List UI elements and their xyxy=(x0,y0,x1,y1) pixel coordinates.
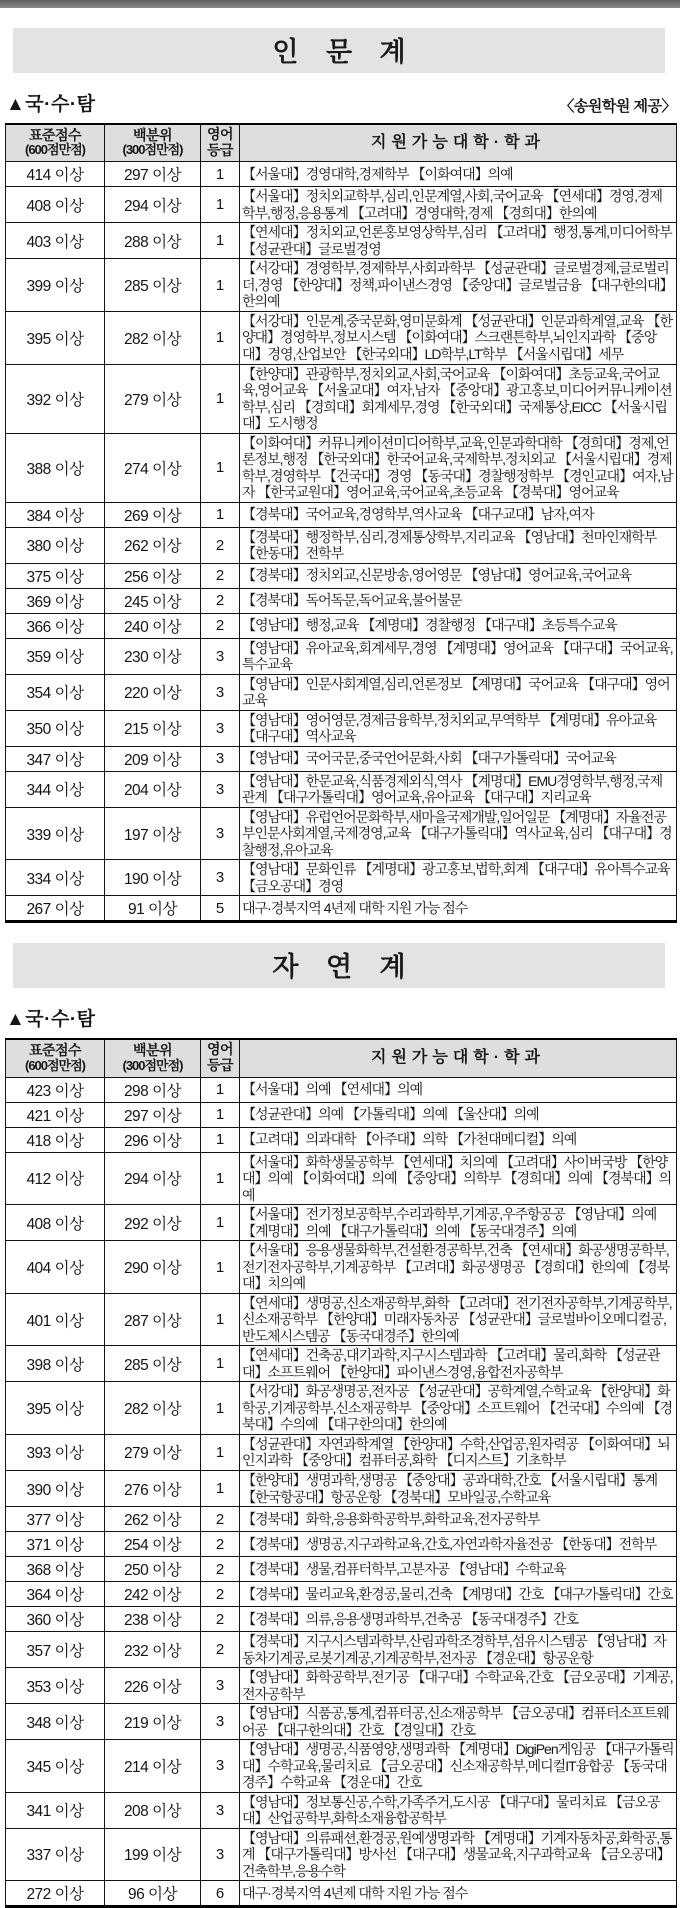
score-cell: 272 이상 xyxy=(6,1881,105,1907)
percentile-cell: 297 이상 xyxy=(105,1102,201,1127)
table-row xyxy=(6,860,677,896)
subhead-row xyxy=(6,89,676,116)
percentile-cell: 250 이상 xyxy=(105,1557,201,1582)
grade-cell: 3 xyxy=(201,674,240,710)
table-row xyxy=(6,1668,677,1704)
table-row xyxy=(6,638,677,674)
percentile-header: 백분위 (300점만점) xyxy=(105,124,201,162)
grade-cell: 1 xyxy=(201,1434,240,1470)
table-row xyxy=(6,259,677,312)
eligible-universities-header: 지원가능대학·학과 xyxy=(240,124,677,162)
grade-cell: 2 xyxy=(201,1632,240,1668)
score-cell: 339 이상 xyxy=(6,807,105,860)
grade-cell: 3 xyxy=(201,1792,240,1828)
score-cell: 345 이상 xyxy=(6,1740,105,1793)
universities-cell: 【경북대】생명공,지구과학교육,간호,자연과학자율전공 【한동대】전학부 xyxy=(240,1532,677,1557)
score-cell: 337 이상 xyxy=(6,1828,105,1881)
score-cell: 364 이상 xyxy=(6,1582,105,1607)
table-header-row xyxy=(6,1039,677,1077)
universities-cell: 【영남대】한문교육,식품경제외식,역사 【계명대】EMU경영학부,행정,국제관계 【대구가톨릭대】영어교육,유아교육 【대구대】지리교육 xyxy=(240,771,677,807)
admission-score-table-natural xyxy=(5,1038,677,1908)
grade-cell: 2 xyxy=(201,563,240,588)
table-row xyxy=(6,1507,677,1532)
universities-cell: 대구·경북지역 4년제 대학 지원 가능 점수 xyxy=(240,896,677,922)
table-row xyxy=(6,502,677,527)
table-row xyxy=(6,1881,677,1907)
score-cell: 369 이상 xyxy=(6,588,105,613)
universities-cell: 【경북대】생물,컴퓨터학부,고분자공 【영남대】수학교육 xyxy=(240,1557,677,1582)
universities-cell: 【성균관대】자연과학계열 【한양대】수학,산업공,원자력공 【이화여대】뇌인지과학 【중앙대】컴퓨터공,화학 【디지스트】기초학부 xyxy=(240,1434,677,1470)
table-header-row xyxy=(6,124,677,162)
grade-cell: 1 xyxy=(201,162,240,187)
table-row xyxy=(6,613,677,638)
percentile-cell: 197 이상 xyxy=(105,807,201,860)
percentile-cell: 298 이상 xyxy=(105,1077,201,1102)
standard-score-header: 표준점수 (600점만점) xyxy=(6,1039,105,1077)
percentile-cell: 287 이상 xyxy=(105,1293,201,1346)
subhead-row xyxy=(6,1004,676,1031)
score-cell: 350 이상 xyxy=(6,710,105,746)
score-cell: 398 이상 xyxy=(6,1346,105,1382)
grade-cell: 1 xyxy=(201,1205,240,1241)
subject-combination-label: ▲국·수·탐 xyxy=(6,1009,96,1031)
percentile-cell: 282 이상 xyxy=(105,311,201,364)
universities-cell: 【영남대】식품공,통계,컴퓨터공,신소재공학부 【금오공대】컴퓨터소프트웨어공 【대구한의대】간호 【경일대】간호 xyxy=(240,1704,677,1740)
table-row xyxy=(6,1127,677,1152)
universities-cell: 대구·경북지역 4년제 대학 지원 가능 점수 xyxy=(240,1881,677,1907)
table-row xyxy=(6,1582,677,1607)
score-cell: 384 이상 xyxy=(6,502,105,527)
percentile-cell: 240 이상 xyxy=(105,613,201,638)
grade-cell: 1 xyxy=(201,1102,240,1127)
grade-cell: 1 xyxy=(201,1127,240,1152)
percentile-cell: 254 이상 xyxy=(105,1532,201,1557)
universities-cell: 【서울대】정치외교학부,심리,인문계열,사회,국어교육 【연세대】경영,경제학부,행정,응용통계 【고려대】경영대학,경제 【경희대】한의예 xyxy=(240,187,677,223)
universities-cell: 【영남대】영어영문,경제금융학부,정치외교,무역학부 【계명대】유아교육 【대구대】역사교육 xyxy=(240,710,677,746)
percentile-cell: 190 이상 xyxy=(105,860,201,896)
score-cell: 418 이상 xyxy=(6,1127,105,1152)
table-row xyxy=(6,674,677,710)
universities-cell: 【서강대】경영학부,경제학부,사회과학부 【성균관대】글로벌경제,글로벌리더,경영 【한양대】정책,파이낸스경영 【중앙대】글로벌금융 【대구한의대】한의예 xyxy=(240,259,677,312)
grade-cell: 3 xyxy=(201,771,240,807)
universities-cell: 【경북대】화학,응용화학공학부,화학교육,전자공학부 xyxy=(240,1507,677,1532)
score-cell: 377 이상 xyxy=(6,1507,105,1532)
english-grade-header: 영어 등급 xyxy=(201,1039,240,1077)
table-body xyxy=(6,1077,677,1907)
table-row xyxy=(6,710,677,746)
universities-cell: 【영남대】국어국문,중국언어문화,사회 【대구가톨릭대】국어교육 xyxy=(240,746,677,771)
score-cell: 399 이상 xyxy=(6,259,105,312)
universities-cell: 【경북대】정치외교,신문방송,영어영문 【영남대】영어교육,국어교육 xyxy=(240,563,677,588)
score-cell: 414 이상 xyxy=(6,162,105,187)
score-cell: 395 이상 xyxy=(6,1382,105,1435)
universities-cell: 【영남대】행정,교육 【계명대】경찰행정 【대구대】초등특수교육 xyxy=(240,613,677,638)
universities-cell: 【경북대】의류,응용생명과학부,건축공 【동국대경주】간호 xyxy=(240,1607,677,1632)
table-row xyxy=(6,1077,677,1102)
percentile-cell: 208 이상 xyxy=(105,1792,201,1828)
table-row xyxy=(6,1557,677,1582)
grade-cell: 1 xyxy=(201,187,240,223)
table-row xyxy=(6,1434,677,1470)
score-cell: 403 이상 xyxy=(6,223,105,259)
universities-cell: 【영남대】문화인류 【계명대】광고홍보,법학,회계 【대구대】유아특수교육 【금오공대】경영 xyxy=(240,860,677,896)
universities-cell: 【연세대】건축공,대기과학,지구시스템과학 【고려대】물리,화학 【성균관대】소프트웨어 【한양대】파이낸스경영,융합전자공학부 xyxy=(240,1346,677,1382)
score-cell: 401 이상 xyxy=(6,1293,105,1346)
percentile-cell: 290 이상 xyxy=(105,1241,201,1294)
score-cell: 360 이상 xyxy=(6,1607,105,1632)
table-row xyxy=(6,771,677,807)
grade-cell: 1 xyxy=(201,1346,240,1382)
score-cell: 334 이상 xyxy=(6,860,105,896)
table-row xyxy=(6,1532,677,1557)
universities-cell: 【경북대】물리교육,환경공,물리,건축 【계명대】간호 【대구가톨릭대】간호 xyxy=(240,1582,677,1607)
grade-cell: 1 xyxy=(201,1152,240,1205)
universities-cell: 【영남대】정보통신공,수학,가족주거,도시공 【대구대】물리치료 【금오공대】산업공학부,화학소재융합공학부 xyxy=(240,1792,677,1828)
table-row xyxy=(6,1740,677,1793)
table-row xyxy=(6,1152,677,1205)
score-cell: 393 이상 xyxy=(6,1434,105,1470)
grade-cell: 6 xyxy=(201,1881,240,1907)
universities-cell: 【영남대】생명공,식품영양,생명과학 【계명대】DigiPen게임공 【대구가톨릭대】수학교육,물리치료 【금오공대】신소재공학부,메디컬IT융합공 【동국대경주】수학교육 【경운대】간호 xyxy=(240,1740,677,1793)
universities-cell: 【서울대】경영대학,경제학부 【이화여대】의예 xyxy=(240,162,677,187)
percentile-header: 백분위 (300점만점) xyxy=(105,1039,201,1077)
score-cell: 347 이상 xyxy=(6,746,105,771)
score-cell: 371 이상 xyxy=(6,1532,105,1557)
score-cell: 368 이상 xyxy=(6,1557,105,1582)
percentile-cell: 262 이상 xyxy=(105,527,201,563)
score-cell: 366 이상 xyxy=(6,613,105,638)
percentile-cell: 242 이상 xyxy=(105,1582,201,1607)
table-row xyxy=(6,807,677,860)
table-row xyxy=(6,311,677,364)
source-credit: 〈송원학원 제공〉 xyxy=(559,98,676,115)
table-row xyxy=(6,896,677,922)
percentile-cell: 232 이상 xyxy=(105,1632,201,1668)
universities-cell: 【서울대】의예 【연세대】의예 xyxy=(240,1077,677,1102)
table-row xyxy=(6,1607,677,1632)
table-row xyxy=(6,1205,677,1241)
universities-cell: 【경북대】지구시스템과학부,산림과학조경학부,섬유시스템공 【영남대】자동차기계공,로봇기계공,기계공학부,전자공 【경운대】항공운항 xyxy=(240,1632,677,1668)
grade-cell: 2 xyxy=(201,1557,240,1582)
universities-cell: 【영남대】화학공학부,전기공 【대구대】수학교육,간호 【금오공대】기계공,전자공학부 xyxy=(240,1668,677,1704)
universities-cell: 【영남대】의류패션,환경공,원예생명과학 【계명대】기계자동차공,화학공,통계 【대구가톨릭대】방사선 【대구대】생물교육,지구과학교육 【금오공대】건축학부,응용수학 xyxy=(240,1828,677,1881)
score-cell: 395 이상 xyxy=(6,311,105,364)
percentile-cell: 91 이상 xyxy=(105,896,201,922)
grade-cell: 5 xyxy=(201,896,240,922)
percentile-cell: 262 이상 xyxy=(105,1507,201,1532)
score-cell: 375 이상 xyxy=(6,563,105,588)
percentile-cell: 288 이상 xyxy=(105,223,201,259)
universities-cell: 【경북대】국어교육,경영학부,역사교육 【대구교대】남자,여자 xyxy=(240,502,677,527)
percentile-cell: 269 이상 xyxy=(105,502,201,527)
grade-cell: 2 xyxy=(201,1507,240,1532)
percentile-cell: 209 이상 xyxy=(105,746,201,771)
score-cell: 421 이상 xyxy=(6,1102,105,1127)
percentile-cell: 96 이상 xyxy=(105,1881,201,1907)
universities-cell: 【영남대】유아교육,회계세무,경영 【계명대】영어교육 【대구대】국어교육,특수교육 xyxy=(240,638,677,674)
score-cell: 390 이상 xyxy=(6,1470,105,1506)
grade-cell: 3 xyxy=(201,638,240,674)
universities-cell: 【서울대】응용생물화학부,건설환경공학부,건축 【연세대】화공생명공학부,전기전자공학부,기계공학부 【고려대】화공생명공 【경희대】한의예 【경북대】치의예 xyxy=(240,1241,677,1294)
universities-cell: 【서울대】화학생물공학부 【연세대】치의예 【고려대】사이버국방 【한양대】의예 【이화여대】의예 【중앙대】의학부 【경희대】의예 【경북대】의예 xyxy=(240,1152,677,1205)
grade-cell: 2 xyxy=(201,1582,240,1607)
universities-cell: 【이화여대】커뮤니케이션미디어학부,교육,인문과학대학 【경희대】경제,언론정보,행정 【한국외대】한국어교육,국제학부,정치외교 【서울시립대】경제학부,경영학부 【건국대】경영 【동국대】경찰행정학부 【경인교대】여자,남자 【한국교원대】영어교육,국어교육,초등교육 【경북대】영어교육 xyxy=(240,433,677,502)
percentile-cell: 285 이상 xyxy=(105,1346,201,1382)
top-divider-strip xyxy=(0,0,680,8)
score-cell: 359 이상 xyxy=(6,638,105,674)
grade-cell: 3 xyxy=(201,1828,240,1881)
percentile-cell: 296 이상 xyxy=(105,1127,201,1152)
grade-cell: 2 xyxy=(201,613,240,638)
score-cell: 412 이상 xyxy=(6,1152,105,1205)
score-cell: 408 이상 xyxy=(6,1205,105,1241)
section-title-natural: 자 연 계 xyxy=(13,943,665,988)
universities-cell: 【한양대】관광학부,정치외교,사회,국어교육 【이화여대】초등교육,국어교육,영어교육 【서울교대】여자,남자 【중앙대】광고홍보,미디어커뮤니케이션학부,심리 【경희대】회계세무,경영 【한국외대】국제통상,EICC 【서울시립대】도시행정 xyxy=(240,364,677,433)
percentile-cell: 214 이상 xyxy=(105,1740,201,1793)
grade-cell: 3 xyxy=(201,1704,240,1740)
grade-cell: 1 xyxy=(201,1470,240,1506)
score-cell: 388 이상 xyxy=(6,433,105,502)
grade-cell: 1 xyxy=(201,364,240,433)
grade-cell: 2 xyxy=(201,527,240,563)
grade-cell: 2 xyxy=(201,1607,240,1632)
percentile-cell: 274 이상 xyxy=(105,433,201,502)
admission-score-table-humanities xyxy=(5,123,677,923)
percentile-cell: 220 이상 xyxy=(105,674,201,710)
percentile-cell: 215 이상 xyxy=(105,710,201,746)
percentile-cell: 219 이상 xyxy=(105,1704,201,1740)
percentile-cell: 276 이상 xyxy=(105,1470,201,1506)
score-cell: 267 이상 xyxy=(6,896,105,922)
grade-cell: 1 xyxy=(201,1241,240,1294)
score-cell: 353 이상 xyxy=(6,1668,105,1704)
table-row xyxy=(6,746,677,771)
table-row xyxy=(6,1293,677,1346)
score-cell: 408 이상 xyxy=(6,187,105,223)
percentile-cell: 292 이상 xyxy=(105,1205,201,1241)
table-row xyxy=(6,1241,677,1294)
percentile-cell: 294 이상 xyxy=(105,1152,201,1205)
percentile-cell: 226 이상 xyxy=(105,1668,201,1704)
percentile-cell: 297 이상 xyxy=(105,162,201,187)
table-row xyxy=(6,433,677,502)
grade-cell: 1 xyxy=(201,311,240,364)
table-row xyxy=(6,1382,677,1435)
score-cell: 344 이상 xyxy=(6,771,105,807)
score-cell: 348 이상 xyxy=(6,1704,105,1740)
score-cell: 341 이상 xyxy=(6,1792,105,1828)
percentile-cell: 230 이상 xyxy=(105,638,201,674)
table-row xyxy=(6,563,677,588)
universities-cell: 【영남대】유럽언어문화학부,새마을국제개발,일어일문 【계명대】자율전공부인문사회계열,국제경영,교육 【대구가톨릭대】역사교육,심리 【대구대】경찰행정,유아교육 xyxy=(240,807,677,860)
table-row xyxy=(6,1792,677,1828)
grade-cell: 3 xyxy=(201,710,240,746)
natural-sciences-section xyxy=(0,943,680,1908)
grade-cell: 1 xyxy=(201,223,240,259)
percentile-cell: 199 이상 xyxy=(105,1828,201,1881)
score-cell: 423 이상 xyxy=(6,1077,105,1102)
percentile-cell: 279 이상 xyxy=(105,364,201,433)
universities-cell: 【영남대】인문사회계열,심리,언론정보 【계명대】국어교육 【대구대】영어교육 xyxy=(240,674,677,710)
percentile-cell: 282 이상 xyxy=(105,1382,201,1435)
standard-score-header: 표준점수 (600점만점) xyxy=(6,124,105,162)
grade-cell: 1 xyxy=(201,1382,240,1435)
universities-cell: 【서강대】화공생명공,전자공 【성균관대】공학계열,수학교육 【한양대】화학공,기계공학부,신소재공학부 【중앙대】소프트웨어 【건국대】수의예 【경북대】수의예 【대구한의대】한의예 xyxy=(240,1382,677,1435)
table-row xyxy=(6,1470,677,1506)
table-row xyxy=(6,1102,677,1127)
subject-combination-label: ▲국·수·탐 xyxy=(6,94,96,115)
table-row xyxy=(6,162,677,187)
grade-cell: 3 xyxy=(201,746,240,771)
percentile-cell: 238 이상 xyxy=(105,1607,201,1632)
grade-cell: 3 xyxy=(201,807,240,860)
table-row xyxy=(6,1704,677,1740)
table-row xyxy=(6,1828,677,1881)
score-cell: 392 이상 xyxy=(6,364,105,433)
universities-cell: 【서울대】전기정보공학부,수리과학부,기계공,우주항공공 【영남대】의예 【계명대】의예 【대구가톨릭대】의예 【동국대경주】의예 xyxy=(240,1205,677,1241)
section-title-humanities: 인 문 계 xyxy=(13,28,665,73)
universities-cell: 【연세대】정치외교,언론홍보영상학부,심리 【고려대】행정,통계,미디어학부 【성균관대】글로벌경영 xyxy=(240,223,677,259)
eligible-universities-header: 지원가능대학·학과 xyxy=(240,1039,677,1077)
grade-cell: 2 xyxy=(201,588,240,613)
table-row xyxy=(6,187,677,223)
universities-cell: 【한양대】생명과학,생명공 【중앙대】공과대학,간호 【서울시립대】통계 【한국항공대】항공운항 【경북대】모바일공,수학교육 xyxy=(240,1470,677,1506)
grade-cell: 3 xyxy=(201,1668,240,1704)
grade-cell: 3 xyxy=(201,860,240,896)
percentile-cell: 256 이상 xyxy=(105,563,201,588)
grade-cell: 1 xyxy=(201,1293,240,1346)
percentile-cell: 245 이상 xyxy=(105,588,201,613)
table-row xyxy=(6,223,677,259)
universities-cell: 【고려대】의과대학 【아주대】의학 【가천대메디컬】의예 xyxy=(240,1127,677,1152)
percentile-cell: 294 이상 xyxy=(105,187,201,223)
percentile-cell: 279 이상 xyxy=(105,1434,201,1470)
humanities-section xyxy=(0,28,680,923)
score-cell: 380 이상 xyxy=(6,527,105,563)
universities-cell: 【연세대】생명공,신소재공학부,화학 【고려대】전기전자공학부,기계공학부,신소재공학부 【한양대】미래자동차공 【성균관대】글로벌바이오메디컬공,반도체시스템공 【동국대경주】한의예 xyxy=(240,1293,677,1346)
grade-cell: 1 xyxy=(201,502,240,527)
score-cell: 354 이상 xyxy=(6,674,105,710)
table-body xyxy=(6,162,677,922)
universities-cell: 【경북대】행정학부,심리,경제통상학부,지리교육 【영남대】천마인재학부 【한동대】전학부 xyxy=(240,527,677,563)
table-row xyxy=(6,1632,677,1668)
english-grade-header: 영어 등급 xyxy=(201,124,240,162)
table-row xyxy=(6,1346,677,1382)
table-row xyxy=(6,527,677,563)
grade-cell: 1 xyxy=(201,259,240,312)
grade-cell: 1 xyxy=(201,1077,240,1102)
table-row xyxy=(6,588,677,613)
grade-cell: 3 xyxy=(201,1740,240,1793)
table-row xyxy=(6,364,677,433)
grade-cell: 2 xyxy=(201,1532,240,1557)
grade-cell: 1 xyxy=(201,433,240,502)
percentile-cell: 204 이상 xyxy=(105,771,201,807)
universities-cell: 【경북대】독어독문,독어교육,불어불문 xyxy=(240,588,677,613)
percentile-cell: 285 이상 xyxy=(105,259,201,312)
score-cell: 404 이상 xyxy=(6,1241,105,1294)
universities-cell: 【성균관대】의예 【가톨릭대】의예 【울산대】의예 xyxy=(240,1102,677,1127)
score-cell: 357 이상 xyxy=(6,1632,105,1668)
universities-cell: 【서강대】인문계,중국문화,영미문화계 【성균관대】인문과학계열,교육 【한양대】경영학부,정보시스템 【이화여대】스크랜튼학부,뇌인지과학 【중앙대】경영,산업보안 【한국외대】LD학부,LT학부 【서울시립대】세무 xyxy=(240,311,677,364)
